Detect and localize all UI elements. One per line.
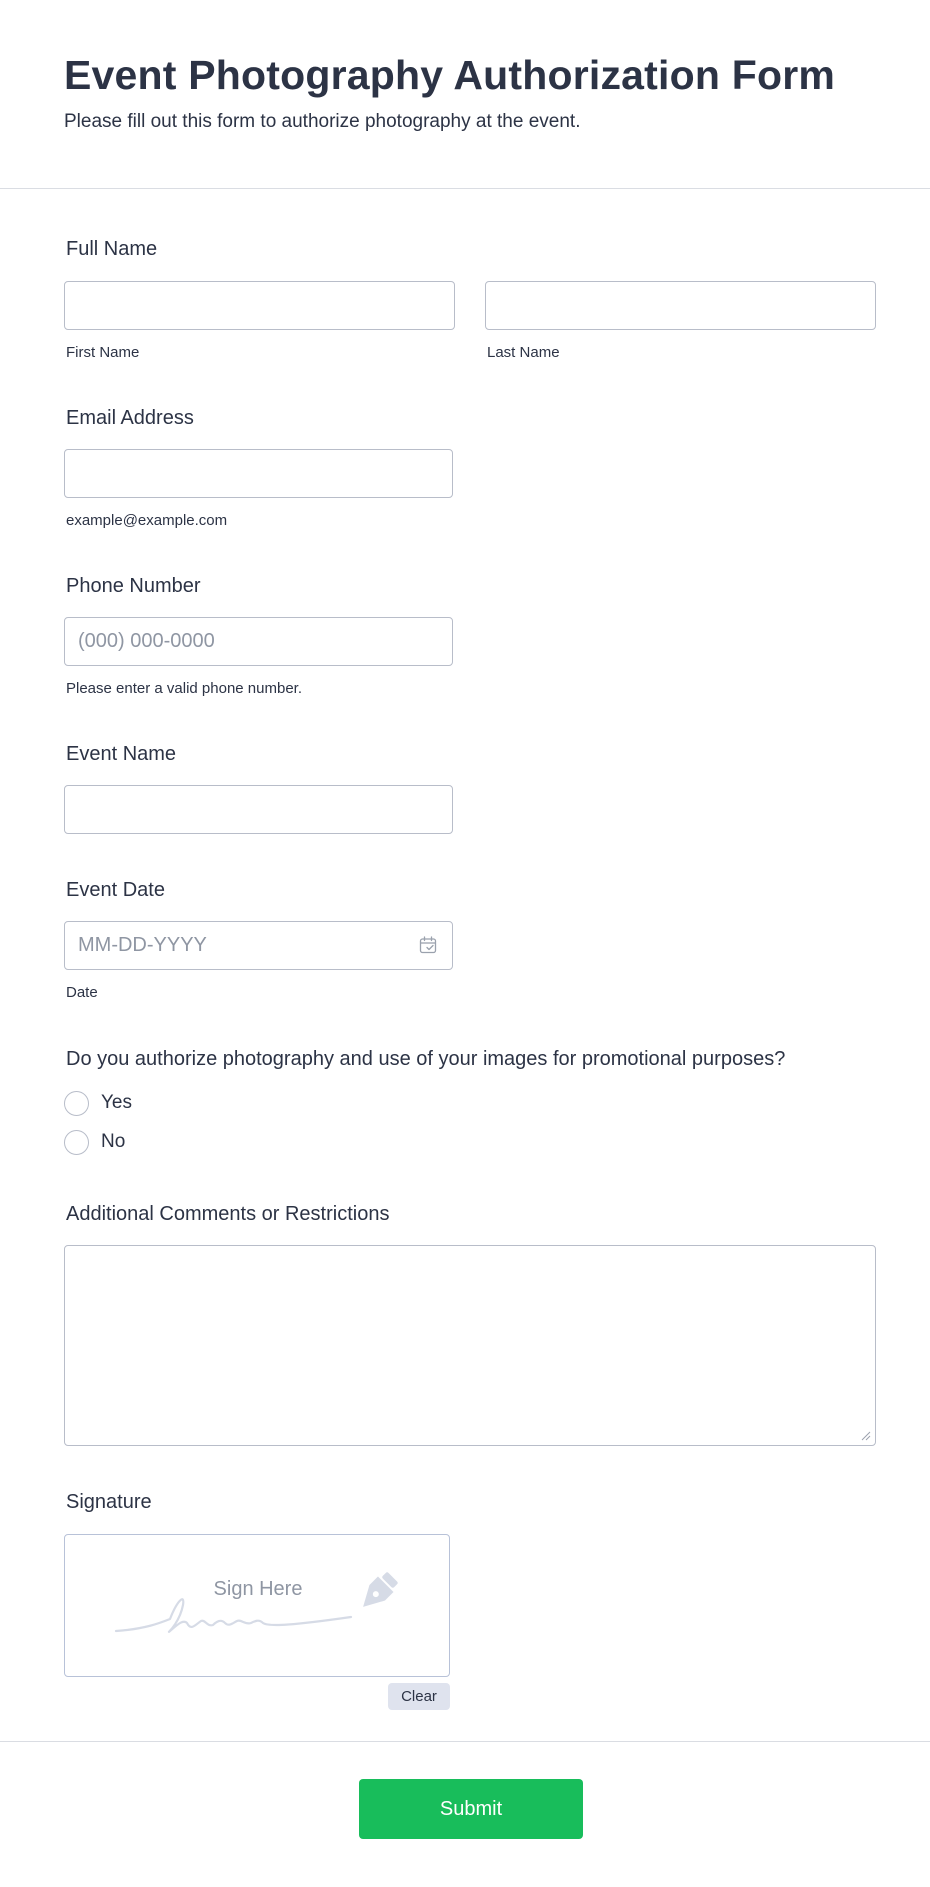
event-date-input[interactable] — [64, 921, 453, 970]
phone-input[interactable] — [64, 617, 453, 666]
radio-label-yes: Yes — [101, 1092, 132, 1113]
event-name-input[interactable] — [64, 785, 453, 834]
footer-divider — [0, 1741, 930, 1742]
calendar-icon[interactable] — [419, 936, 437, 954]
comments-label: Additional Comments or Restrictions — [66, 1203, 390, 1225]
radio-button[interactable] — [64, 1091, 89, 1116]
phone-label: Phone Number — [66, 575, 201, 597]
event-name-label: Event Name — [66, 743, 177, 765]
comments-textarea[interactable] — [64, 1245, 876, 1446]
last-name-input[interactable] — [485, 281, 876, 330]
form-subtitle: Please fill out this form to authorize photography at the event. — [64, 111, 581, 132]
email-label: Email Address — [66, 407, 194, 429]
last-name-sublabel: Last Name — [487, 344, 560, 361]
form-title: Event Photography Authorization Form — [64, 52, 836, 98]
phone-sublabel: Please enter a valid phone number. — [66, 680, 302, 697]
first-name-sublabel: First Name — [66, 344, 140, 361]
radio-option-yes[interactable] — [64, 1090, 132, 1116]
signature-label: Signature — [66, 1491, 152, 1513]
event-date-sublabel: Date — [66, 984, 98, 1001]
form-header — [0, 0, 930, 189]
email-sublabel: example@example.com — [66, 512, 228, 529]
authorization-question: Do you authorize photography and use of your images for promotional purposes? — [66, 1048, 786, 1070]
radio-label-no: No — [101, 1131, 126, 1152]
resize-grip-icon[interactable] — [859, 1429, 871, 1441]
radio-option-no[interactable] — [64, 1129, 125, 1155]
email-input[interactable] — [64, 449, 453, 498]
event-date-label: Event Date — [66, 879, 165, 901]
signature-scribble-icon — [65, 1535, 451, 1678]
first-name-input[interactable] — [64, 281, 455, 330]
clear-signature-button[interactable]: Clear — [388, 1683, 450, 1710]
signature-pad[interactable] — [64, 1534, 450, 1677]
submit-button[interactable]: Submit — [359, 1779, 583, 1839]
radio-button[interactable] — [64, 1130, 89, 1155]
full-name-label: Full Name — [66, 238, 158, 260]
signature-placeholder: Sign Here — [213, 1578, 303, 1600]
